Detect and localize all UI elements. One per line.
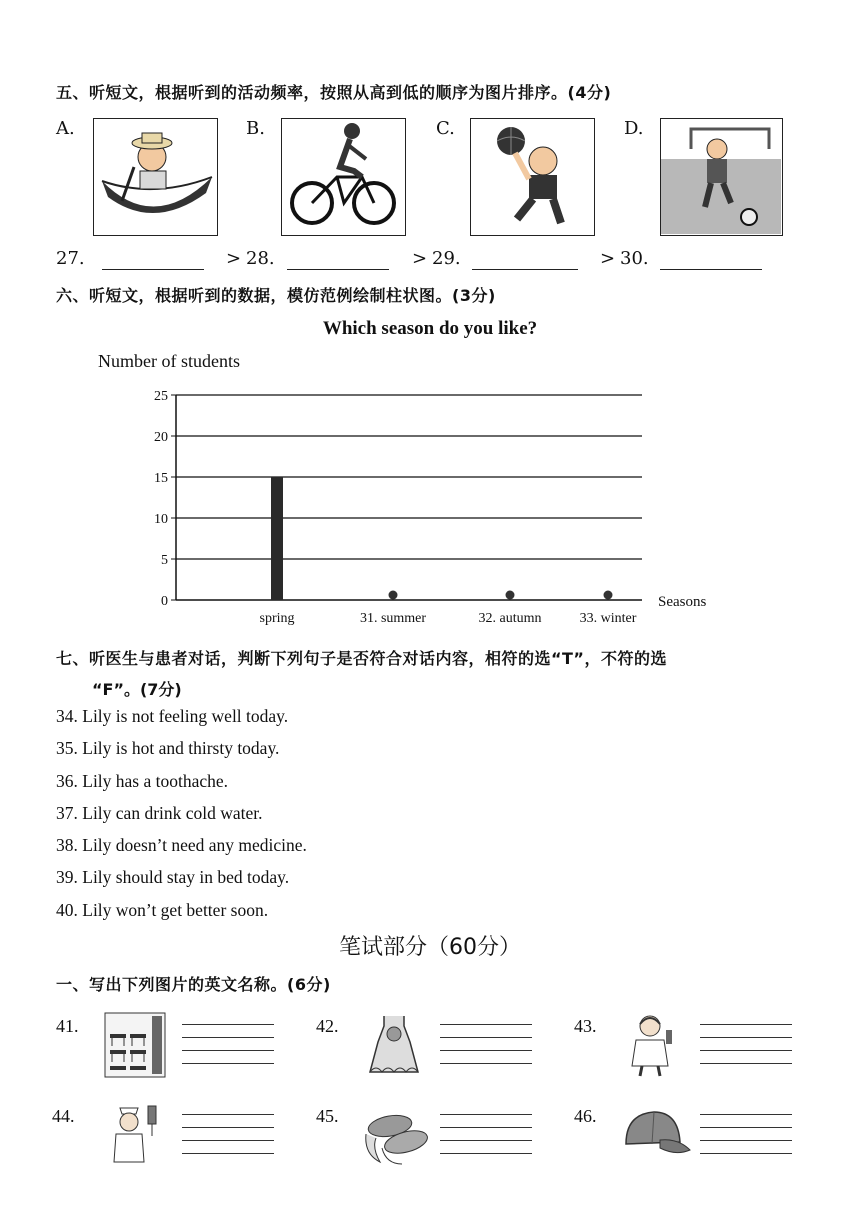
x-tick-label: spring <box>259 611 295 626</box>
gt-sign: > <box>600 248 616 269</box>
dress-icon <box>366 1012 422 1076</box>
section-5-title: 五、听短文，根据听到的活动频率，按照从高到低的顺序为图片排序。(4分) <box>56 83 612 102</box>
item-44-number: 44. <box>52 1106 75 1126</box>
statement-item: 38. Lily doesn’t need any medicine. <box>56 835 307 856</box>
item-45-answer-lines[interactable] <box>440 1114 532 1154</box>
scientist-icon <box>626 1012 676 1078</box>
item-46-answer-lines[interactable] <box>700 1114 792 1154</box>
boy-in-boat-icon[interactable] <box>93 118 218 236</box>
order-29-blank[interactable] <box>472 250 578 270</box>
bar-placeholder-dot <box>389 591 398 600</box>
order-30-number: 30. <box>620 248 649 269</box>
nurse-icon <box>104 1102 160 1168</box>
written-part-heading: 笔试部分（60分） <box>339 935 521 960</box>
statement-item: 34. Lily is not feeling well today. <box>56 706 289 726</box>
option-c-letter: C. <box>436 118 455 139</box>
statement-item: 35. Lily is hot and thirsty today. <box>56 738 280 759</box>
item-41-answer-lines[interactable] <box>182 1024 274 1064</box>
classroom-icon <box>104 1012 166 1078</box>
bar-placeholder-dot <box>506 591 515 600</box>
boy-playing-football-icon[interactable] <box>660 118 783 236</box>
gt-sign: > <box>226 248 242 269</box>
x-tick-label: 33. winter <box>579 611 637 626</box>
statement-item: 40. Lily won’t get better soon. <box>56 899 269 920</box>
y-tick-label: 0 <box>161 594 168 609</box>
y-axis-label: Number of students <box>98 351 240 371</box>
item-41-number: 41. <box>56 1016 79 1036</box>
cap-icon <box>620 1106 692 1162</box>
order-28-blank[interactable] <box>287 250 389 270</box>
section-7-title: 七、听医生与患者对话，判断下列句子是否符合对话内容，相符的选“T”，不符的选 <box>56 649 667 668</box>
x-tick-label: 32. autumn <box>478 611 542 626</box>
item-43-answer-lines[interactable] <box>700 1024 792 1064</box>
gt-sign: > <box>412 248 428 269</box>
statement-list <box>56 706 307 932</box>
order-29-number: 29. <box>432 248 461 269</box>
bar-0 <box>271 477 283 600</box>
y-tick-label: 20 <box>154 430 168 445</box>
y-tick-label: 5 <box>161 553 168 568</box>
order-27-blank[interactable] <box>102 250 204 270</box>
y-tick-label: 10 <box>154 512 168 527</box>
statement-item: 36. Lily has a toothache. <box>56 770 229 791</box>
item-42-answer-lines[interactable] <box>440 1024 532 1064</box>
item-45-number: 45. <box>316 1106 339 1126</box>
section-6-title: 六、听短文，根据听到的数据，模仿范例绘制柱状图。(3分) <box>56 286 496 305</box>
statement-item: 39. Lily should stay in bed today. <box>56 867 290 888</box>
option-a-letter: A. <box>56 118 75 139</box>
item-42-number: 42. <box>316 1016 339 1036</box>
chart-title: Which season do you like? <box>322 318 538 339</box>
boy-playing-basketball-icon[interactable] <box>470 118 595 236</box>
order-28-number: 28. <box>246 248 275 269</box>
statement-item: 37. Lily can drink cold water. <box>56 802 263 823</box>
person-cycling-icon[interactable] <box>281 118 406 236</box>
item-43-number: 43. <box>574 1016 597 1036</box>
section-7-title-cont: “F”。(7分) <box>92 680 182 699</box>
option-b-letter: B. <box>246 118 265 139</box>
item-46-number: 46. <box>574 1106 597 1126</box>
option-d-letter: D. <box>624 118 644 139</box>
y-tick-label: 15 <box>154 471 168 486</box>
x-axis-label: Seasons <box>658 594 707 610</box>
written-section-1-title: 一、写出下列图片的英文名称。(6分) <box>56 975 331 994</box>
corn-icon <box>362 1104 434 1166</box>
x-tick-label: 31. summer <box>359 611 427 626</box>
season-bar-chart <box>0 380 860 630</box>
bar-placeholder-dot <box>604 591 613 600</box>
order-30-blank[interactable] <box>660 250 762 270</box>
item-44-answer-lines[interactable] <box>182 1114 274 1154</box>
order-27-number: 27. <box>56 248 85 269</box>
y-tick-label: 25 <box>154 389 168 404</box>
